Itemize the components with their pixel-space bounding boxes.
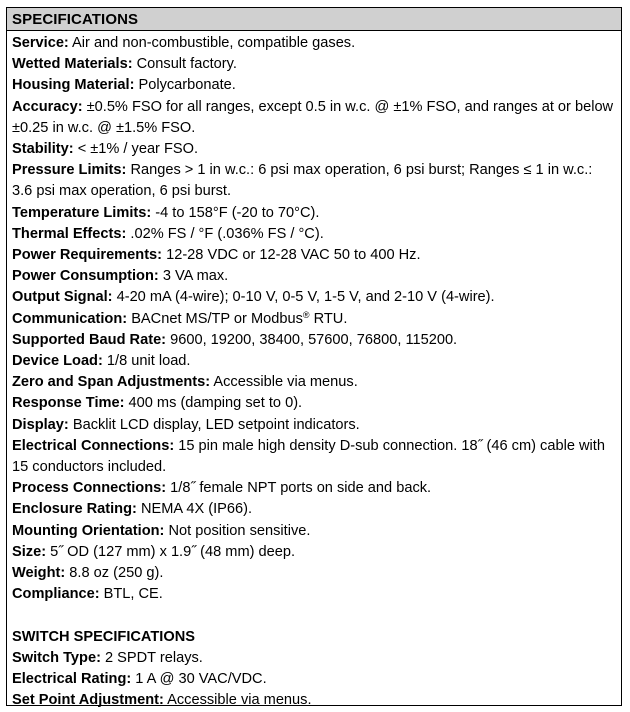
spec-response-time [12,393,615,414]
spec-power-consumption [12,266,615,287]
spec-label: Communication: [12,310,128,327]
spec-set-point-adjustment [12,690,615,711]
spec-label: Service: [12,35,69,51]
spec-communication [12,309,615,330]
spec-value: Air and non-combustible, compatible gases. [72,35,356,51]
spec-value: 3 VA max. [162,268,229,285]
spec-label: Supported Baud Rate: [12,331,167,348]
spec-value: 1/8˝ female NPT ports on side and back. [170,480,432,497]
registered-mark: ® [302,309,310,320]
spec-switch-type [12,648,615,669]
spec-process-connections [12,478,615,499]
specifications-box [6,7,622,709]
spec-label: Compliance: [12,586,100,603]
spec-value: 9600, 19200, 38400, 57600, 76800, 115200. [170,331,458,348]
spec-power-requirements [12,245,615,266]
spec-display [12,415,615,436]
spec-service [12,33,615,54]
spec-label: Weight: [12,565,66,582]
spec-value: 1/8 unit load. [106,353,191,370]
spec-value: 12-28 VDC or 12-28 VAC 50 to 400 Hz. [166,247,421,264]
spec-value-text: RTU. [309,310,348,327]
spec-size [12,542,615,563]
spec-label: Set Point Adjustment: [12,692,164,709]
spec-label: Power Requirements: [12,247,163,264]
spec-label: Enclosure Rating: [12,501,137,518]
spec-device-load [12,351,615,372]
spec-zero-span-adjustments [12,372,615,393]
spec-value [131,311,347,327]
spec-label: Zero and Span Adjustments: [12,374,211,391]
spec-value: Consult factory. [136,56,237,73]
spec-label: Power Consumption: [12,268,159,285]
section-spacer [12,605,615,626]
spec-value: Polycarbonate. [138,77,236,94]
spec-value: BTL, CE. [103,586,163,603]
spec-label: Switch Type: [12,649,101,666]
spec-label: Accuracy: [12,98,83,115]
spec-value-text: BACnet MS/TP or Modbus [131,310,303,327]
spec-label: Device Load: [12,353,103,370]
spec-weight [12,563,615,584]
spec-label: Housing Material: [12,77,135,94]
spec-electrical-rating [12,669,615,690]
spec-label: Process Connections: [12,480,167,497]
spec-value: .02% FS / °F (.036% FS / °C). [130,225,324,242]
spec-label: Response Time: [12,395,125,412]
spec-temperature-limits [12,203,615,224]
spec-value: ±0.5% FSO for all ranges, except 0.5 in w.c. @ ±1% FSO, and ranges at or below ±0.25 in w.c. @ ±1.5% FSO. [12,98,614,136]
spec-label: Thermal Effects: [12,225,127,242]
spec-accuracy [12,97,615,139]
spec-value: 4-20 mA (4-wire); 0-10 V, 0-5 V, 1-5 V, and 2-10 V (4-wire). [116,289,495,306]
spec-housing-material [12,75,615,96]
spec-value: 400 ms (damping set to 0). [128,395,303,412]
spec-compliance [12,584,615,605]
spec-wetted-materials [12,54,615,75]
spec-thermal-effects [12,224,615,245]
spec-value: -4 to 158°F (-20 to 70°C). [155,204,320,221]
spec-value: Ranges > 1 in w.c.: 6 psi max operation, 6 psi burst; Ranges ≤ 1 in w.c.: 3.6 psi max operation, 6 psi burst. [12,162,593,200]
spec-label: Mounting Orientation: [12,522,165,539]
spec-value: < ±1% / year FSO. [77,141,199,158]
spec-label: Display: [12,416,69,433]
spec-value: NEMA 4X (IP66). [140,501,253,518]
spec-label: Temperature Limits: [12,204,152,221]
spec-label: Output Signal: [12,289,113,306]
spec-output-signal [12,287,615,308]
spec-pressure-limits [12,160,615,202]
spec-value: 2 SPDT relays. [105,649,203,666]
spec-value: 15 pin male high density D-sub connection. 18˝ (46 cm) cable with 15 conductors included. [12,437,605,476]
spec-label: Electrical Rating: [12,671,132,688]
spec-value: Accessible via menus. [213,374,358,391]
specifications-header: SPECIFICATIONS [7,8,621,31]
spec-electrical-connections [12,436,615,478]
spec-value: 1 A @ 30 VAC/VDC. [135,671,267,688]
switch-specifications-title: SWITCH SPECIFICATIONS [12,628,195,645]
specifications-body [7,31,621,711]
spec-value: 8.8 oz (250 g). [69,565,164,582]
spec-label: Electrical Connections: [12,437,175,454]
spec-value: Accessible via menus. [167,692,312,709]
spec-value: 5˝ OD (127 mm) x 1.9˝ (48 mm) deep. [50,543,296,560]
spec-label: Size: [12,543,47,560]
spec-label: Stability: [12,141,74,158]
spec-mounting-orientation [12,521,615,542]
spec-label: Wetted Materials: [12,56,133,73]
spec-value: Backlit LCD display, LED setpoint indicators. [72,416,360,433]
spec-label: Pressure Limits: [12,162,127,179]
spec-stability [12,139,615,160]
spec-enclosure-rating [12,499,615,520]
spec-value: Not position sensitive. [168,522,311,539]
spec-supported-baud-rate [12,330,615,351]
